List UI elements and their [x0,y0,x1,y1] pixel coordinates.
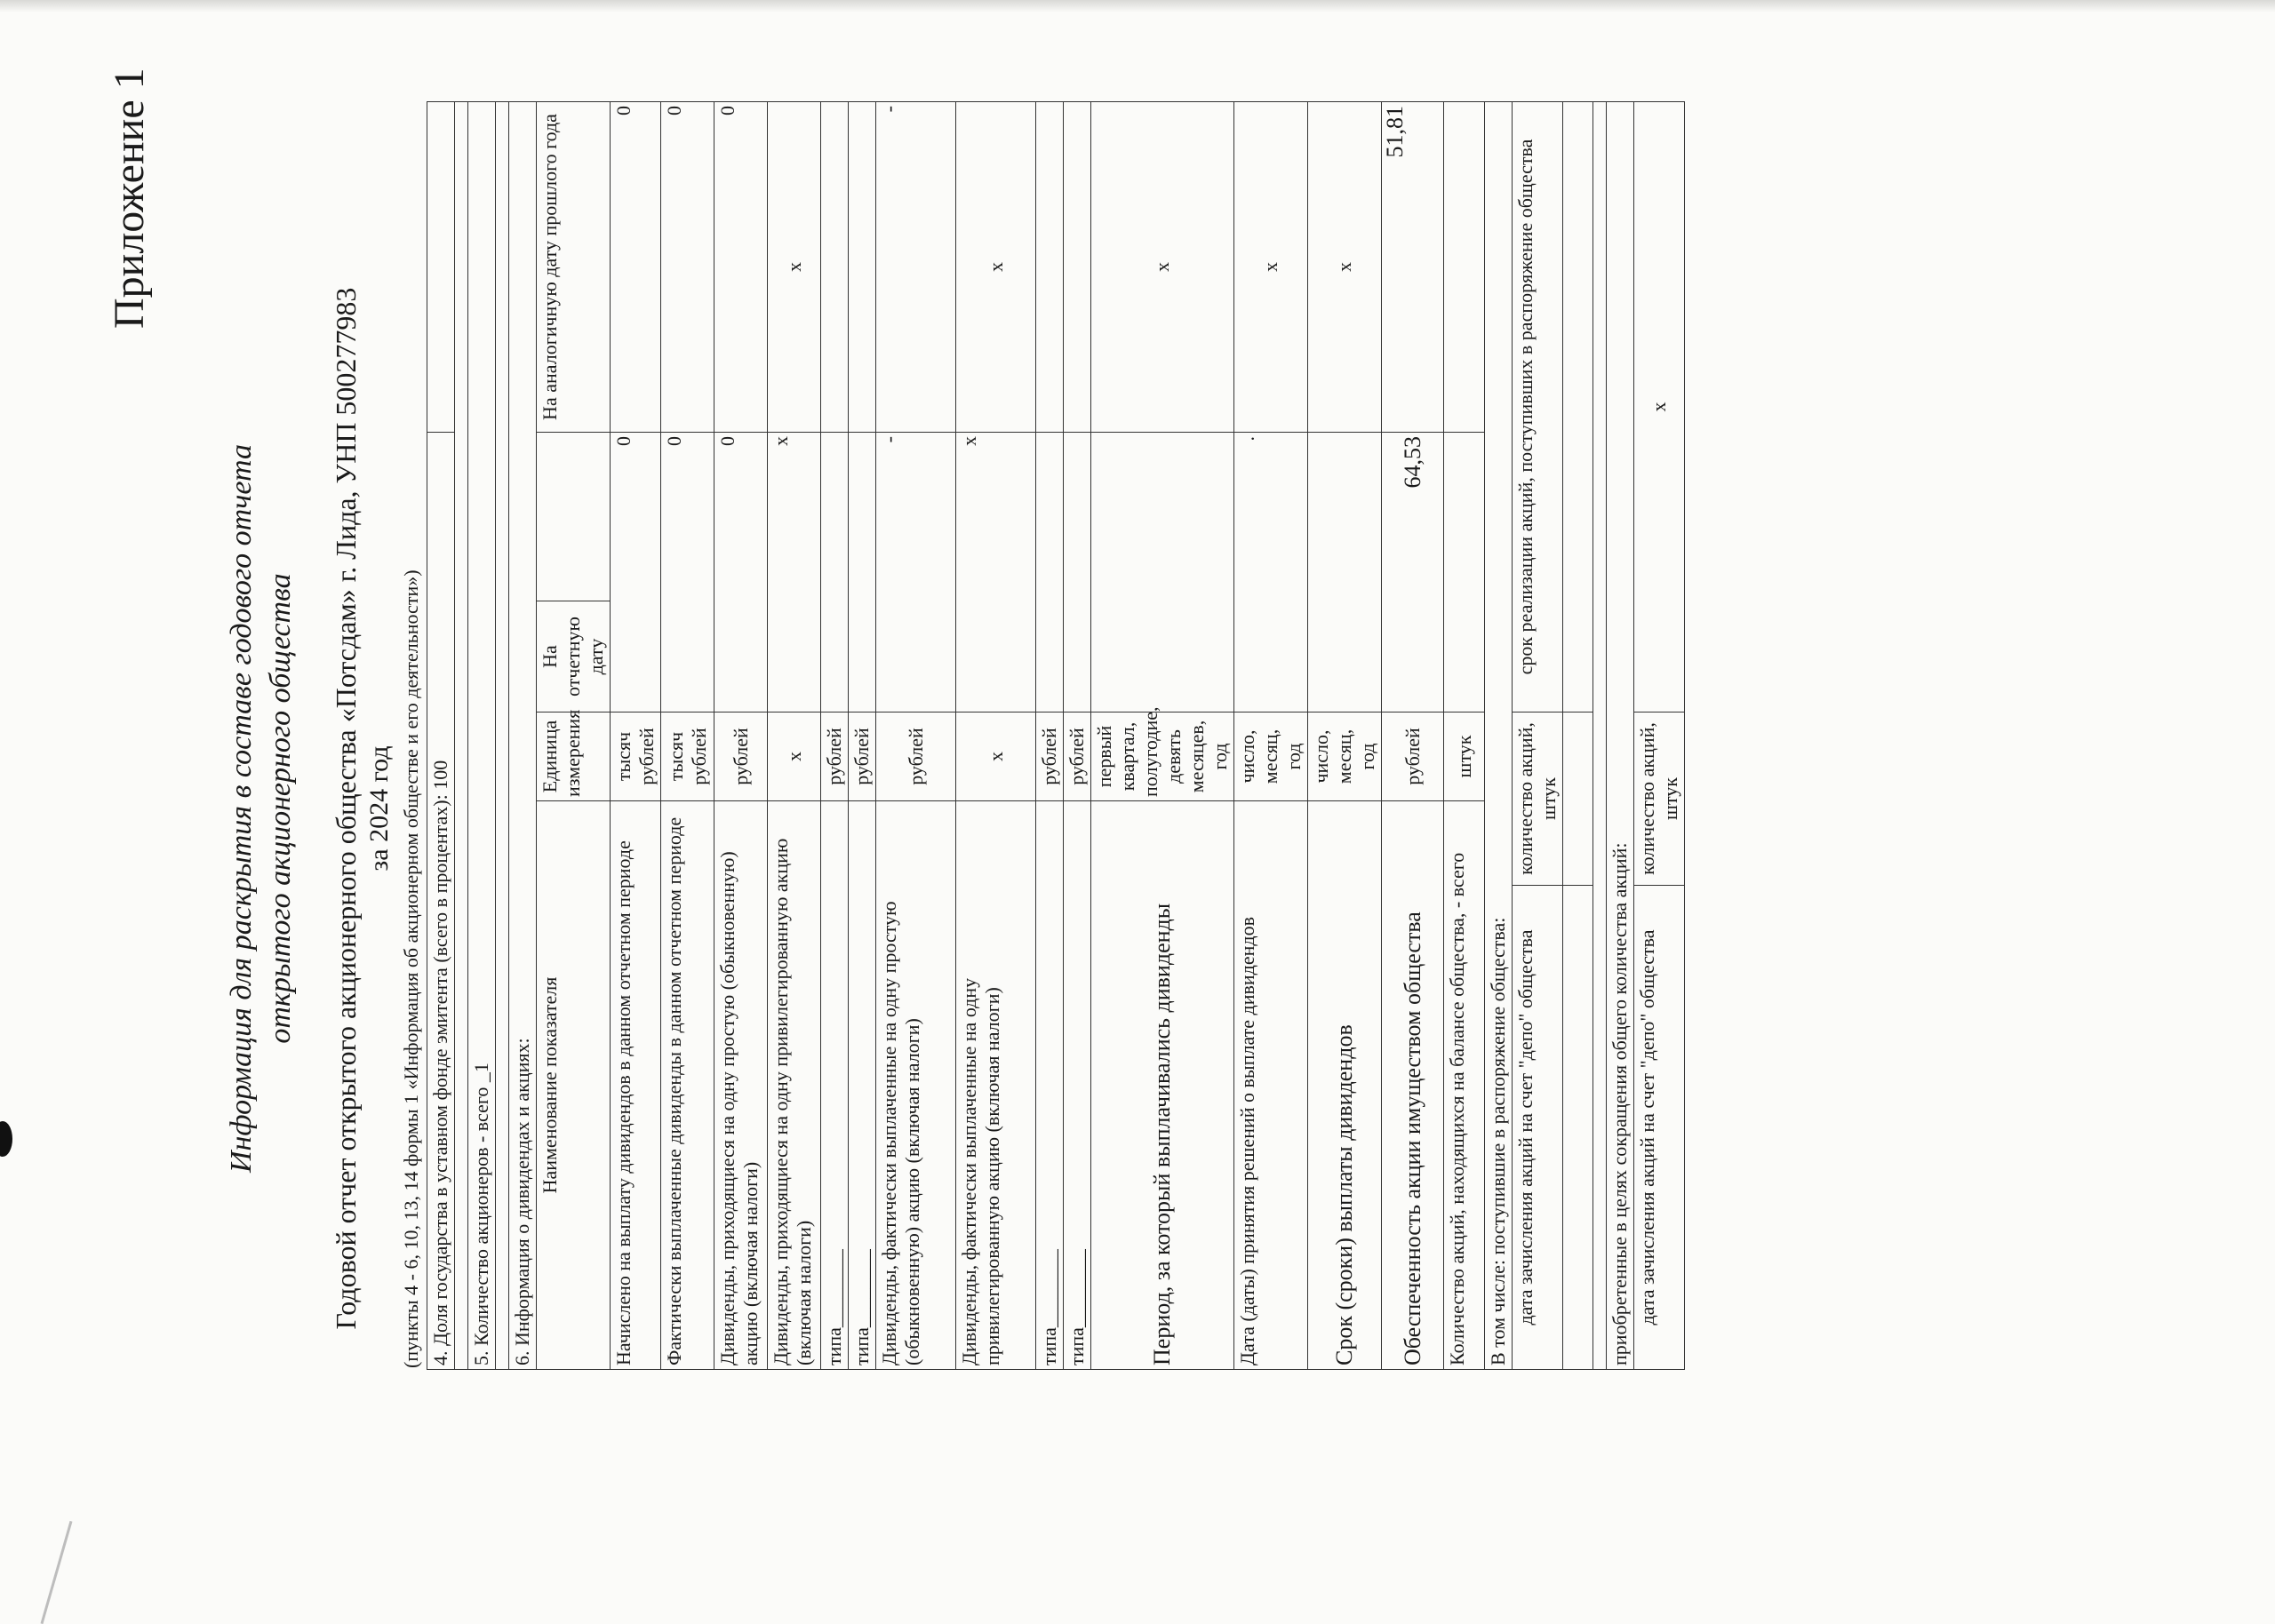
table-row [1036,101,1064,1369]
points-note: (пункты 4 - 6, 10, 13, 14 формы 1 «Информация об акционерном обществе и его деятельности») [400,569,422,1368]
spacer-row [1593,101,1607,1369]
state-share-empty [427,101,455,432]
row-indicator-name: типа________ [1064,801,1091,1370]
acquired-date-col: дата зачисления акций на счет "депо" общества [1513,886,1563,1370]
row-unit: тысяч рублей [661,712,714,801]
row-previous-value: 51,81 [1382,101,1444,432]
state-share-row [427,101,455,1369]
row-unit: число, месяц, год [1234,712,1308,801]
row-previous-value: х [956,101,1036,432]
row-unit: х [768,712,821,801]
row-previous-value: - [876,101,956,432]
row-unit: рублей [849,712,876,801]
row-previous-value [1036,101,1064,432]
row-indicator-name: Обеспеченность акции имуществом общества [1382,801,1444,1370]
row-current-value: 0 [714,432,768,712]
row-unit: рублей [876,712,956,801]
row-previous-value: 0 [714,101,768,432]
table-row [1064,101,1091,1369]
row-current-value [1064,432,1091,712]
acquired-cols-row [1513,101,1563,1369]
table-row [768,101,821,1369]
acquired-heading-row [1485,101,1513,1369]
row-indicator-name: Фактически выплаченные дивиденды в данном отчетном периоде [661,801,714,1370]
reduction-heading: приобретенные в целях сокращения общего количества акций: [1607,101,1634,1369]
row-indicator-name: Срок (сроки) выплаты дивидендов [1308,801,1382,1370]
table-row [1308,101,1382,1369]
col-header-current: На отчетную дату [537,601,611,712]
shareholders-row [468,101,496,1369]
row-previous-value [1064,101,1091,432]
table-row [714,101,768,1369]
row-current-value: 0 [661,432,714,712]
report-year: за 2024 год [364,745,394,872]
row-current-value: - [876,432,956,712]
row-previous-value: х [1091,101,1234,432]
spacer-row [455,101,468,1369]
table-row [956,101,1036,1369]
reduction-term-col: х [1634,101,1685,712]
reduction-heading-row [1607,101,1634,1369]
dividend-rows [611,101,1485,1369]
row-indicator-name: Начислено на выплату дивидендов в данном отчетном периоде [611,801,661,1370]
reduction-count-col: количество акций, штук [1634,712,1685,886]
table-row [1234,101,1308,1369]
row-previous-value: 0 [611,101,661,432]
row-unit: рублей [714,712,768,801]
row-previous-value: 0 [661,101,714,432]
row-current-value: . [1234,432,1308,712]
row-indicator-name: Период, за который выплачивались дивиденды [1091,801,1234,1370]
row-current-value [849,432,876,712]
table-row [1382,101,1444,1369]
row-current-value: х [956,432,1036,712]
row-indicator-name: типа________ [1036,801,1064,1370]
row-unit: рублей [1382,712,1444,801]
acquired-heading: В том числе: поступившие в распоряжение общества: [1485,101,1513,1369]
row-previous-value [849,101,876,432]
row-unit: первый квартал, полугодие, девять месяцев, год [1091,712,1234,801]
row-unit: рублей [821,712,849,801]
row-unit: число, месяц, год [1308,712,1382,801]
row-current-value: 0 [611,432,661,712]
row-indicator-name: Дивиденды, фактически выплаченные на одну привилегированную акцию (включая налоги) [956,801,1036,1370]
row-unit: тысяч рублей [611,712,661,801]
state-share-text: 4. Доля государства в уставном фонде эмитента (всего в процентах): 100 [427,432,455,1369]
report-title: Годовой отчет открытого акционерного общества «Потсдам» г. Лида, УНП 500277983 [330,287,362,1330]
row-unit: рублей [1064,712,1091,801]
spacer-row [496,101,509,1369]
row-previous-value [1444,101,1485,432]
reduction-cols-row [1634,101,1685,1369]
table-row [849,101,876,1369]
table-row [1444,101,1485,1369]
row-unit: рублей [1036,712,1064,801]
row-previous-value: х [1234,101,1308,432]
row-previous-value: х [768,101,821,432]
row-current-value [1308,432,1382,712]
row-current-value [1091,432,1234,712]
row-indicator-name: Дивиденды, фактически выплаченные на одну простую (обыкновенную) акцию (включая налоги) [876,801,956,1370]
table-row [1091,101,1234,1369]
table-header-row [537,101,611,1369]
table-row [661,101,714,1369]
row-unit: штук [1444,712,1485,801]
table-row [611,101,661,1369]
row-current-value [821,432,849,712]
row-unit: х [956,712,1036,801]
dividends-heading-row [509,101,537,1369]
acquired-empty-row [1563,101,1593,1369]
row-indicator-name: Дивиденды, приходящиеся на одну простую (обыкновенную) акцию (включая налоги) [714,801,768,1370]
subtitle-line-2: открытого акционерного общества [264,573,297,1044]
dividends-heading: 6. Информация о дивидендах и акциях: [509,101,537,1369]
table-row [821,101,849,1369]
row-previous-value: х [1308,101,1382,432]
shareholders-text: 5. Количество акционеров - всего _1 [468,101,496,1369]
row-indicator-name: Дивиденды, приходящиеся на одну привилегированную акцию (включая налоги) [768,801,821,1370]
acquired-term-col: срок реализации акций, поступивших в распоряжение общества [1513,101,1563,712]
subtitle-line-1: Информация для раскрытия в составе годового отчета [225,443,258,1174]
acquired-count-col: количество акций, штук [1513,712,1563,886]
row-indicator-name: типа________ [849,801,876,1370]
row-indicator-name: Дата (даты) принятия решений о выплате дивидендов [1234,801,1308,1370]
appendix-title: Приложение 1 [106,68,153,329]
disclosure-table [427,101,1685,1370]
row-current-value [1444,432,1485,712]
table-row [876,101,956,1369]
reduction-date-col: дата зачисления акций на счет "депо" общества [1634,886,1685,1370]
row-current-value: 64,53 [1382,432,1444,712]
col-header-unit: Единица измерения [537,712,611,801]
row-current-value [1036,432,1064,712]
col-header-current-spacer [537,432,611,601]
row-previous-value [821,101,849,432]
row-indicator-name: типа________ [821,801,849,1370]
col-header-previous: На аналогичную дату прошлого года [537,101,611,432]
row-current-value: х [768,432,821,712]
document-subtitle [222,80,300,1537]
col-header-name: Наименование показателя [537,801,611,1370]
row-indicator-name: Количество акций, находящихся на балансе общества, - всего [1444,801,1485,1370]
